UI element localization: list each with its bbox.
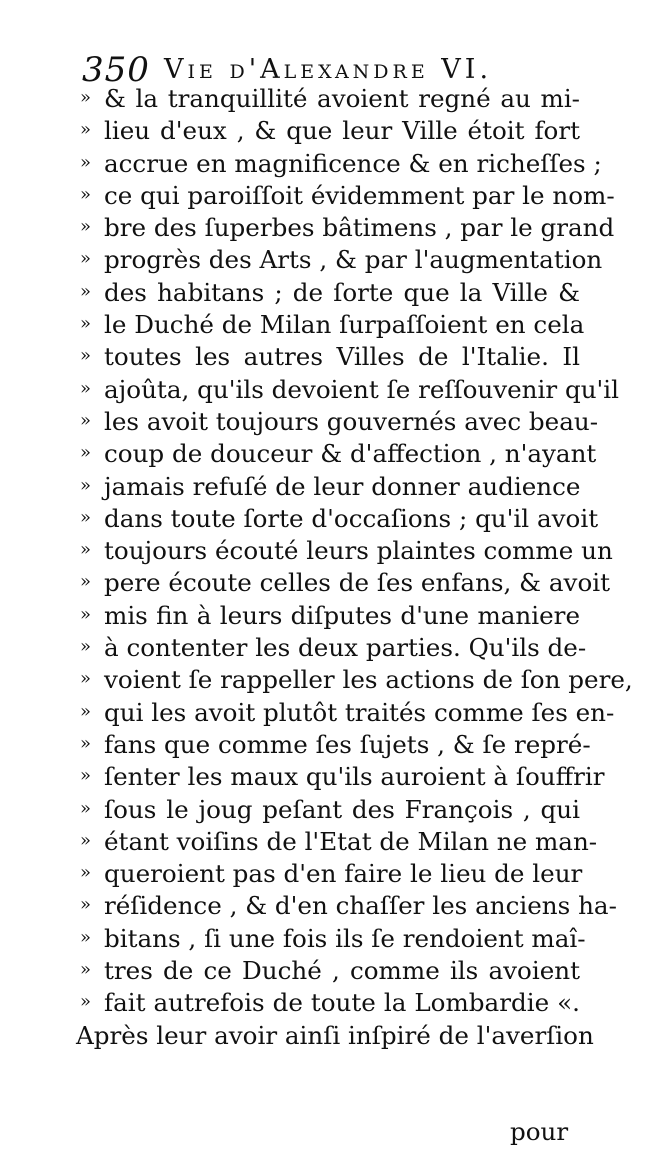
text-line: [0, 923, 660, 955]
line-text: & la tranquillité avoient regné au mi-: [104, 84, 580, 113]
text-line: [0, 115, 660, 147]
line-text: étant voiſins de l'Etat de Milan ne man-: [104, 826, 598, 856]
quotation-mark: »: [80, 119, 92, 141]
quotation-mark: »: [80, 183, 92, 205]
text-line: [0, 277, 660, 309]
quotation-mark: »: [80, 409, 92, 431]
quotation-mark: »: [80, 377, 92, 399]
text-line: [0, 535, 660, 567]
text-line: [0, 664, 660, 696]
line-text: coup de douceur & d'affection , n'ayant: [104, 439, 597, 469]
body-text: [0, 83, 660, 1052]
text-line: [0, 341, 660, 373]
line-text: qui les avoit plutôt traités comme ſes en-: [104, 697, 615, 727]
text-line: [0, 697, 660, 729]
text-line: [0, 567, 660, 599]
text-line: [0, 406, 660, 438]
quotation-mark: »: [80, 216, 92, 238]
quotation-mark: »: [80, 442, 92, 464]
text-line: [0, 471, 660, 503]
quotation-mark: »: [80, 506, 92, 528]
text-line: [0, 503, 660, 535]
quotation-mark: »: [80, 248, 92, 270]
quotation-mark: »: [80, 280, 92, 302]
text-line: [0, 794, 660, 826]
quotation-mark: »: [80, 151, 92, 173]
quotation-mark: »: [80, 668, 92, 690]
quotation-mark: »: [80, 539, 92, 561]
line-text: queroient pas d'en faire le lieu de leur: [104, 859, 583, 889]
quotation-mark: »: [80, 959, 92, 981]
quotation-mark: »: [80, 829, 92, 851]
line-text: toujours écouté leurs plaintes comme un: [104, 536, 613, 566]
quotation-mark: »: [80, 700, 92, 722]
page-number: 350: [82, 50, 150, 90]
line-text: tres de ce Duché , comme ils avoient: [104, 956, 580, 986]
line-text: Après leur avoir ainſi inſpiré de l'averſion: [76, 1020, 594, 1050]
quotation-mark: »: [80, 926, 92, 948]
quotation-mark: »: [80, 474, 92, 496]
text-line: [0, 148, 660, 180]
line-text: pere écoute celles de ſes enfans, & avoit: [104, 568, 610, 598]
line-text: lieu d'eux , & que leur Ville étoit fort: [104, 116, 580, 146]
text-line: [0, 632, 660, 664]
line-text: fait autrefois de toute la Lombardie «.: [104, 988, 580, 1018]
line-text: ajoûta, qu'ils devoient ſe reſſouvenir qu'il: [104, 374, 620, 404]
line-text: ſous le joug peſant des François , qui: [104, 794, 580, 824]
line-text: bitans , ſi une fois ils ſe rendoient maî-: [104, 923, 586, 953]
line-text: ce qui paroiſſoit évidemment par le nom-: [104, 180, 615, 210]
line-text: les avoit toujours gouvernés avec beau-: [104, 406, 599, 436]
quotation-mark: »: [80, 313, 92, 335]
catchword: pour: [510, 1117, 569, 1146]
line-text: réſidence , & d'en chaſſer les anciens ha-: [104, 891, 617, 921]
line-text: à contenter les deux parties. Qu'ils de-: [104, 633, 587, 663]
quotation-mark: »: [80, 797, 92, 819]
quotation-mark: »: [80, 87, 92, 108]
running-title: Vie d'Alexandre VI.: [164, 54, 493, 85]
text-line: [0, 987, 660, 1019]
text-line: [0, 826, 660, 858]
text-line: [0, 1020, 660, 1052]
line-text: dans toute ſorte d'occaſions ; qu'il avoit: [104, 503, 599, 533]
text-line: [0, 244, 660, 276]
text-line: [0, 858, 660, 890]
quotation-mark: »: [80, 991, 92, 1013]
line-text: toutes les autres Villes de l'Italie. Il: [104, 342, 580, 372]
line-text: jamais refuſé de leur donner audience: [104, 471, 581, 501]
text-line: [0, 955, 660, 987]
line-text: fans que comme ſes ſujets , & ſe repré-: [104, 729, 591, 759]
line-text: accrue en magnificence & en richeſſes ;: [104, 148, 602, 178]
text-line: [0, 600, 660, 632]
quotation-mark: »: [80, 765, 92, 787]
line-text: des habitans ; de ſorte que la Ville &: [104, 277, 580, 307]
quotation-mark: »: [80, 345, 92, 367]
text-line: [0, 761, 660, 793]
line-text: progrès des Arts , & par l'augmentation: [104, 245, 603, 275]
quotation-mark: »: [80, 571, 92, 593]
text-line: [0, 374, 660, 406]
text-line: [0, 890, 660, 922]
text-line: [0, 309, 660, 341]
line-text: bre des ſuperbes bâtimens , par le grand: [104, 213, 615, 243]
text-line: [0, 83, 660, 115]
quotation-mark: »: [80, 862, 92, 884]
quotation-mark: »: [80, 603, 92, 625]
line-text: voient ſe rappeller les actions de ſon pere,: [104, 665, 633, 695]
line-text: le Duché de Milan ſurpaſſoient en cela: [104, 310, 585, 340]
text-line: [0, 438, 660, 470]
text-line: [0, 180, 660, 212]
quotation-mark: »: [80, 732, 92, 754]
quotation-mark: »: [80, 636, 92, 658]
quotation-mark: »: [80, 894, 92, 916]
text-line: [0, 729, 660, 761]
line-text: mis fin à leurs diſputes d'une maniere: [104, 600, 580, 630]
line-text: ſenter les maux qu'ils auroient à ſouffrir: [104, 762, 605, 792]
text-line: [0, 212, 660, 244]
